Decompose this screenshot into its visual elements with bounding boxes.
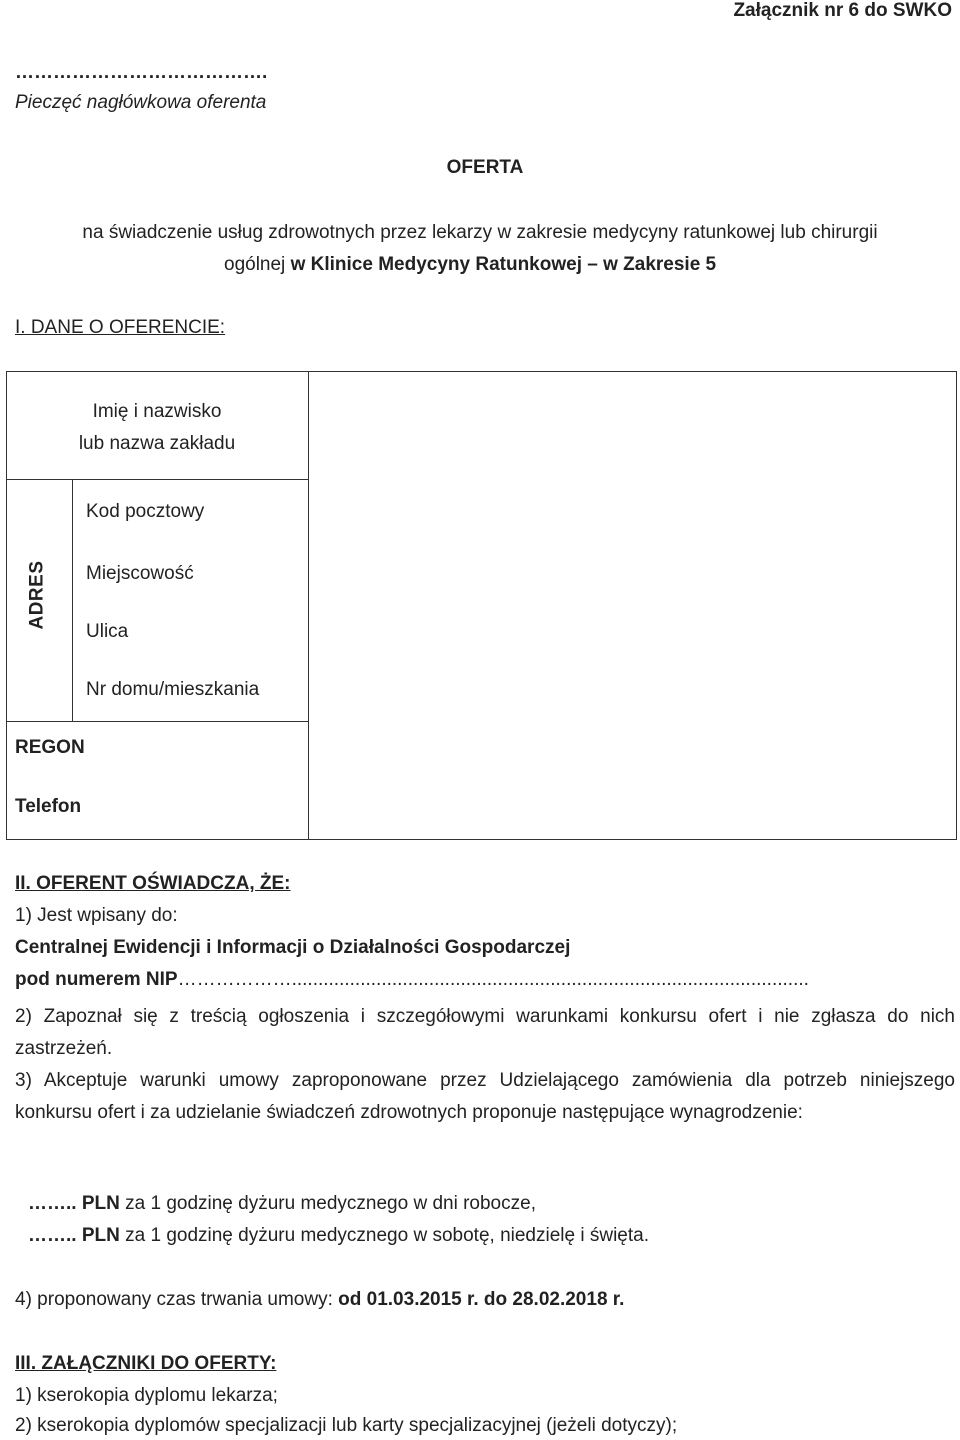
rate-weekday-dots: …….. xyxy=(28,1193,77,1214)
subtitle-line-1: na świadczenie usług zdrowotnych przez lekarzy w zakresie medycyny ratunkowej lub chirurgii xyxy=(82,222,878,243)
address-label: ADRES xyxy=(26,560,48,630)
statement-3: 3) Akceptuje warunki umowy zaproponowane przez Udzielającego zamówienia dla potrzeb niniejszego konkursu ofert i za udzielanie świadczeń zdrowotnych proponuje następujące wynagrodzenie: xyxy=(15,1070,955,1123)
rate-weekend xyxy=(28,1225,649,1247)
table-line-address xyxy=(6,721,308,722)
statement-1-registry: Centralnej Ewidencji i Informacji o Działalności Gospodarczej xyxy=(15,937,571,958)
street-label: Ulica xyxy=(86,621,129,642)
table-line-name xyxy=(6,479,308,480)
contract-period: od 01.03.2015 r. do 28.02.2018 r. xyxy=(338,1289,625,1310)
section-3-heading: III. ZAŁĄCZNIKI DO OFERTY: xyxy=(15,1353,277,1374)
regon-label: REGON xyxy=(15,737,85,758)
table-border-top xyxy=(6,371,956,372)
section-1-heading: I. DANE O OFERENCIE: xyxy=(15,317,226,338)
stamp-dots: …………………………………. xyxy=(15,62,268,83)
statement-2: 2) Zapoznał się z treścią ogłoszenia i szczegółowymi warunkami konkursu ofert i nie zgłasza do nich zastrzeżeń. xyxy=(15,1006,955,1059)
name-label-line-1: Imię i nazwisko xyxy=(92,401,222,422)
subtitle-line-2-bold: w Klinice Medycyny Ratunkowej – w Zakresie 5 xyxy=(290,254,717,275)
statement-4 xyxy=(15,1289,624,1311)
city-label: Miejscowość xyxy=(86,563,194,584)
postcode-label: Kod pocztowy xyxy=(86,501,205,522)
attachment-label: Załącznik nr 6 do SWKO xyxy=(733,0,952,21)
subtitle-line-2 xyxy=(224,254,716,276)
rate-weekday xyxy=(28,1193,536,1215)
nip-dots: ……………….................................................................................................. xyxy=(177,969,809,990)
statement-4-label: 4) proponowany czas trwania umowy: xyxy=(15,1289,339,1310)
table-border-right xyxy=(956,371,957,840)
house-number-label: Nr domu/mieszkania xyxy=(86,679,260,700)
document-title: OFERTA xyxy=(446,157,524,178)
rate-weekend-currency: PLN xyxy=(81,1225,120,1246)
nip-line xyxy=(15,969,955,991)
table-divider xyxy=(308,371,309,840)
stamp-label: Pieczęć nagłówkowa oferenta xyxy=(15,92,267,113)
table-border-bottom xyxy=(6,839,956,840)
phone-label: Telefon xyxy=(15,796,82,817)
subtitle-line-2-normal: ogólnej xyxy=(224,254,291,275)
attachment-item: 1) kserokopia dyplomu lekarza; xyxy=(15,1385,278,1406)
section-2-heading: II. OFERENT OŚWIADCZA, ŻE: xyxy=(15,873,291,894)
name-label-line-2: lub nazwa zakładu xyxy=(78,433,236,454)
rate-weekday-currency: PLN xyxy=(81,1193,120,1214)
rate-weekday-text: za 1 godzinę dyżuru medycznego w dni robocze, xyxy=(119,1193,536,1214)
rate-weekend-text: za 1 godzinę dyżuru medycznego w sobotę, niedzielę i święta. xyxy=(119,1225,649,1246)
name-label xyxy=(6,396,308,460)
statement-1: 1) Jest wpisany do: xyxy=(15,905,178,926)
table-address-divider xyxy=(72,479,73,722)
attachment-item: 2) kserokopia dyplomów specjalizacji lub karty specjalizacyjnej (jeżeli dotyczy); xyxy=(15,1415,678,1436)
rate-weekend-dots: …….. xyxy=(28,1225,77,1246)
nip-label: pod numerem NIP xyxy=(15,969,178,990)
